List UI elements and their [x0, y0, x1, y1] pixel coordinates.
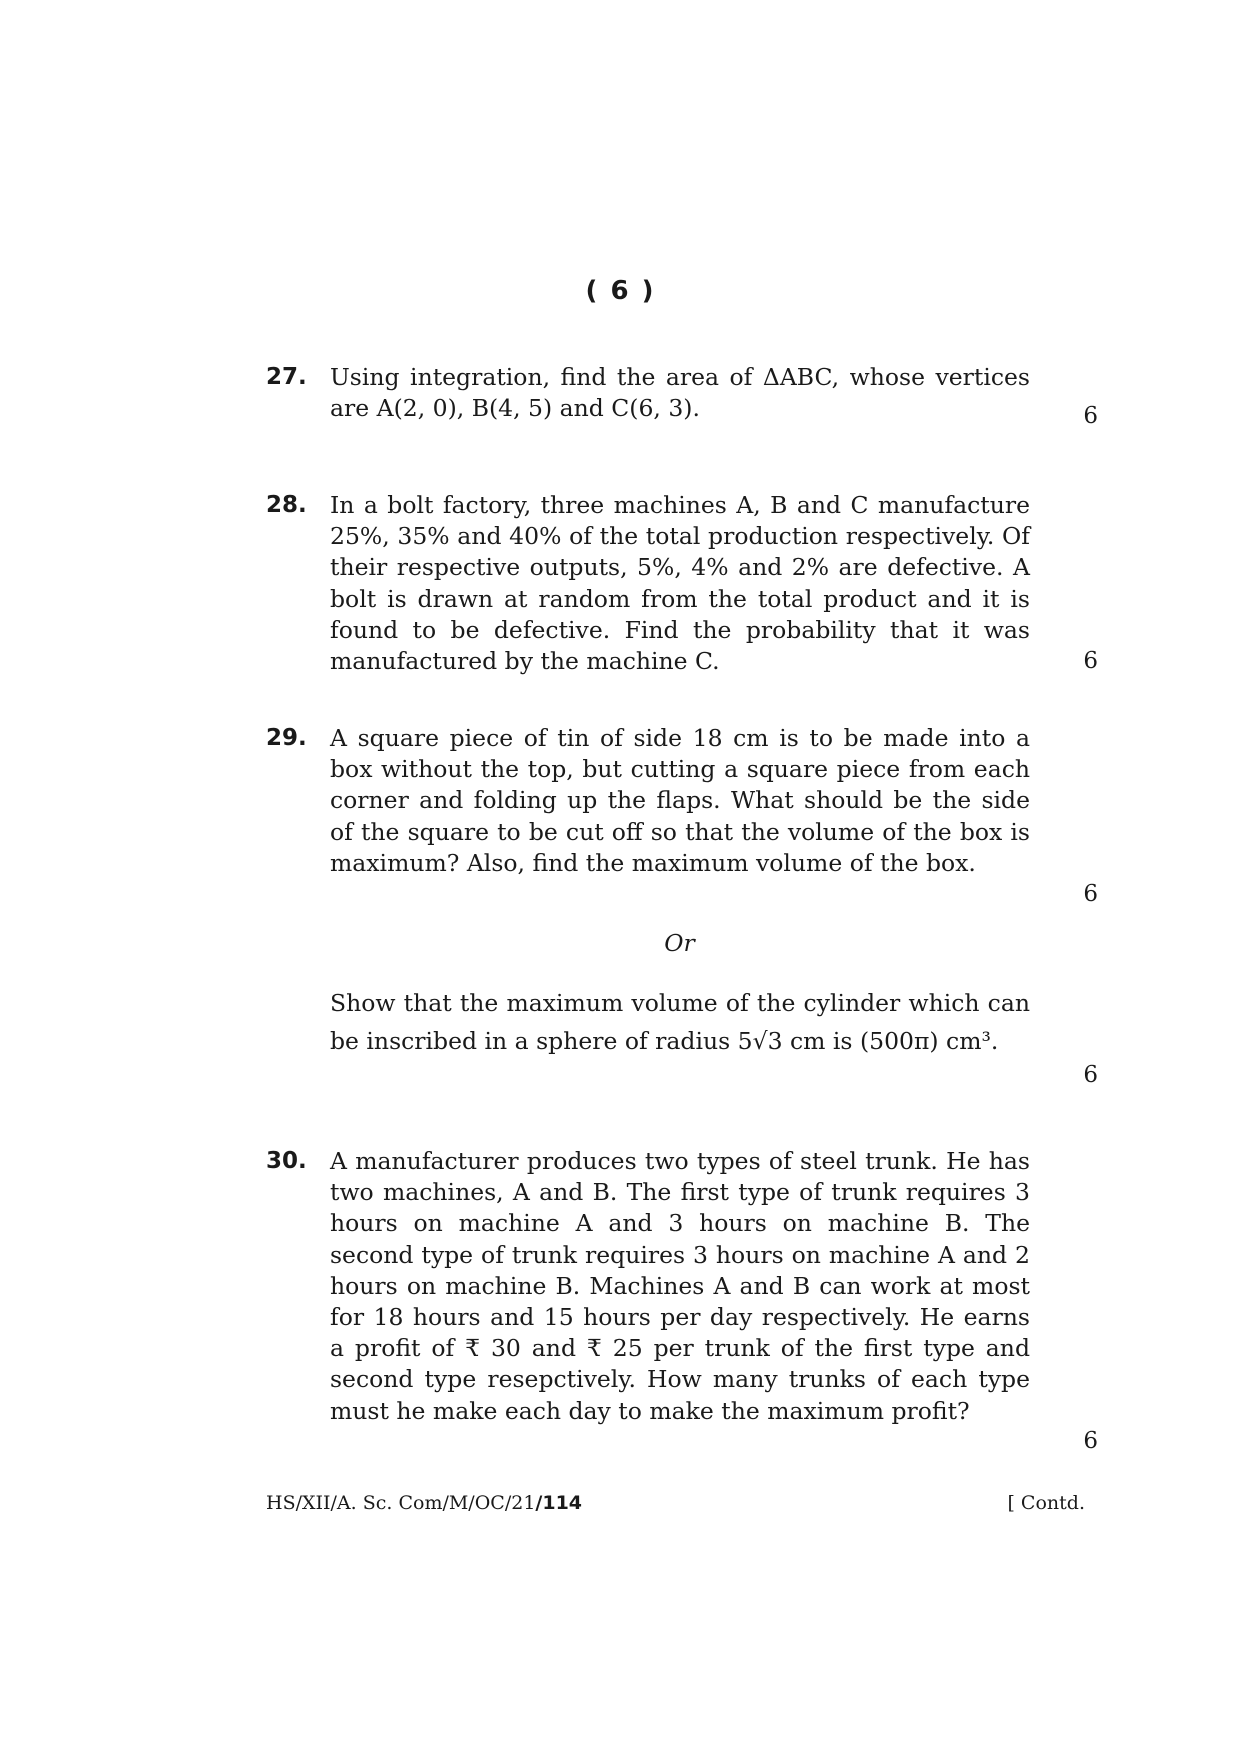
- continued-label: [ Contd.: [1007, 1492, 1085, 1514]
- question-29-alternative: [266, 984, 1096, 1094]
- question-marks: 6: [1083, 403, 1098, 429]
- question-number: 29.: [266, 725, 307, 751]
- question-number: 28.: [266, 492, 307, 518]
- question-marks: 6: [1083, 1428, 1098, 1454]
- question-alt-marks: 6: [1083, 1062, 1098, 1088]
- question-marks: 6: [1083, 881, 1098, 907]
- paper-code-text: HS/XII/A. Sc. Com/M/OC/21: [266, 1492, 536, 1514]
- question-marks: 6: [1083, 648, 1098, 674]
- question-text: A manufacturer produces two types of steel trunk. He has two machines, A and B. The first type of trunk requires 3 hours on machine A and 3 hours on machine B. The second type of trunk requires 3 hours on machine A and 2 hours on machine B. Machines A and B can work at most for 18 hours and 15 hours per day respectively. He earns a profit of ₹ 30 and ₹ 25 per trunk of the first type and second type resepctively. How many trunks of each type must he make each day to make the maximum profit?: [330, 1147, 1030, 1425]
- question-text: In a bolt factory, three machines A, B and C manufacture 25%, 35% and 40% of the total production respectively. Of their respective outputs, 5%, 4% and 2% are defective. A bolt is drawn at random from the total product and it is found to be defective. Find the probability that it was manufactured by the machine C.: [330, 491, 1030, 676]
- paper-code-number: /114: [535, 1492, 583, 1514]
- page-number: ( 6 ): [585, 276, 656, 306]
- question-alt-text: Show that the maximum volume of the cylinder which can be inscribed in a sphere of radius 5√3 cm is (500π) cm³.: [330, 989, 1030, 1055]
- question-number: 30.: [266, 1148, 307, 1174]
- question-text: Using integration, find the area of ΔABC, whose vertices are A(2, 0), B(4, 5) and C(6, 3).: [330, 363, 1030, 423]
- or-separator: Or: [664, 929, 695, 957]
- question-29: [266, 723, 1096, 923]
- question-number: 27.: [266, 364, 307, 390]
- question-text: A square piece of tin of side 18 cm is to be made into a box without the top, but cutting a square piece from each corner and folding up the flaps. What should be the side of the square to be cut off so that the volume of the box is maximum? Also, find the maximum volume of the box.: [330, 724, 1030, 877]
- question-30: [266, 1146, 1096, 1466]
- question-27: [266, 362, 1096, 432]
- paper-code: [266, 1492, 582, 1514]
- question-28: [266, 490, 1096, 680]
